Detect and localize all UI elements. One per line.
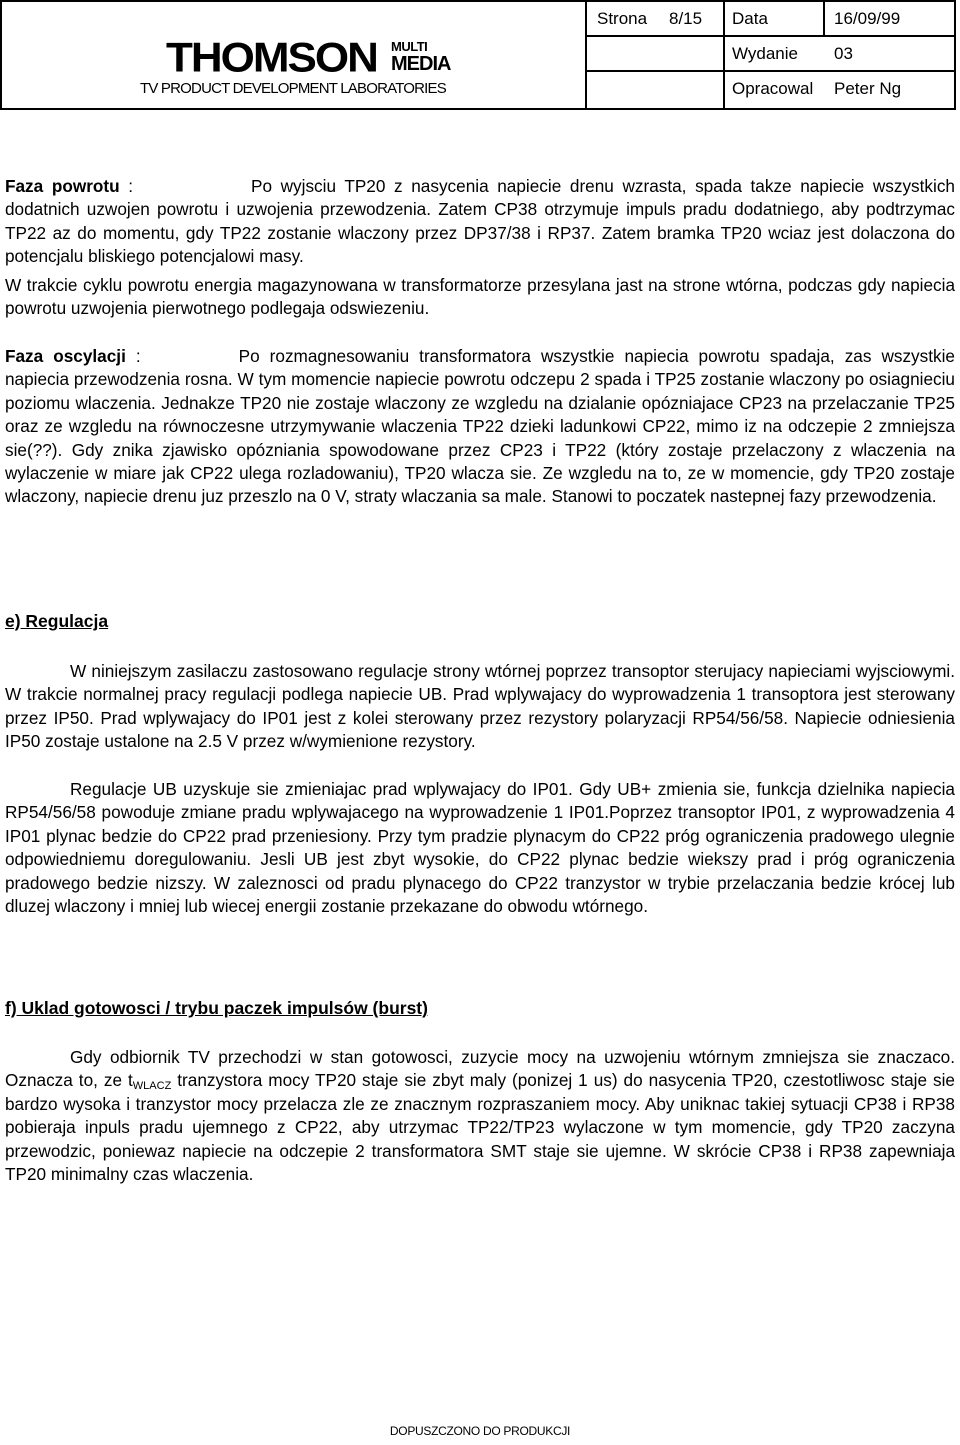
strona-value: 8/15 xyxy=(669,9,703,28)
faza-powrotu-paragraph-2 xyxy=(5,274,955,321)
lab-name: TV PRODUCT DEVELOPMENT LABORATORIES xyxy=(140,80,446,97)
meta-row-strona xyxy=(587,2,956,37)
faza-powrotu-text-2: W trakcie cyklu powrotu energia magazynowana w transformatorze przesylana jast na strone wtórna, podczas gdy napiecia powrotu uzwojenia pierwotnego podlegaja odswiezeniu. xyxy=(5,275,955,319)
burst-heading: f) Uklad gotowosci / trybu paczek impulsów (burst) xyxy=(5,998,428,1018)
faza-powrotu-text: Po wyjsciu TP20 z nasycenia napiecie drenu wzrasta, spada takze napiecie wszystkich dodatnich uzwojen powrotu i uzwojenia przewodzenia. Zatem CP38 otrzymuje impuls pradu dodatniego, aby podtrzymac TP22 az do momentu, gdy TP22 zostanie wlaczony przez DP37/38 i RP37. Zatem bramka TP20 wciaz jest dolaczona do potencjalu bliskiego potencjalowi masy. xyxy=(5,176,955,267)
logo-multi-text: MULTI xyxy=(391,39,428,54)
faza-oscylacji-colon: : xyxy=(125,346,141,366)
approval-footer: DOPUSZCZONO DO PRODUKCJI xyxy=(389,1424,571,1438)
thomson-logo: THOMSON xyxy=(166,34,377,81)
meta-row-wydanie xyxy=(587,37,956,72)
wydanie-value: 03 xyxy=(834,44,853,63)
header-meta xyxy=(587,2,956,108)
faza-powrotu-label: Faza powrotu xyxy=(5,176,120,196)
faza-powrotu-paragraph xyxy=(5,175,955,269)
strona-label: Strona xyxy=(597,9,648,28)
faza-oscylacji-paragraph xyxy=(5,345,955,509)
meta-row-opracowal xyxy=(587,72,956,108)
document-header xyxy=(0,0,956,110)
data-value: 16/09/99 xyxy=(834,9,901,28)
regulacja-heading: e) Regulacja xyxy=(5,611,109,631)
regulacja-paragraph-2: Regulacje UB uzyskuje sie zmieniajac prad wplywajacy do IP01. Gdy UB+ zmienia sie, funkcja dzielnika napiecia RP54/56/58 powoduje zmiane pradu wplywajacego na wyprowadzenie 1 IP01.Poprzez transoptor IP01, z wyprowadzenia 4 IP01 plynac bedzie do CP22 prad przeniesiony. Przy tym pradzie plynacym do CP22 próg ograniczenia pradowego ulegnie odpowiedniemu doregulowaniu. Jesli UB jest zbyt wysokie, do CP22 plynac bedzie wiekszy prad i próg ograniczenia pradowego bedzie nizszy. W zaleznosci od pradu plynacego do CP22 tranzystor w trybie przelaczania bedzie krócej lub dluzej wlaczony i mniej lub wiecej energii zostanie przekazane do obwodu wtórnego. xyxy=(5,779,955,917)
opracowal-label: Opracowal xyxy=(732,79,814,98)
t-wlacz-subscript: WLACZ xyxy=(132,1080,172,1093)
logo-cell xyxy=(2,2,587,108)
wydanie-label: Wydanie xyxy=(732,44,798,63)
opracowal-value: Peter Ng xyxy=(834,79,902,98)
logo-media-text: MEDIA xyxy=(391,53,451,75)
burst-paragraph: Gdy odbiornik TV przechodzi w stan gotowosci, zuzycie mocy na uzwojeniu wtórnym zmniejsza sie znaczaco. Oznacza to, ze $t_{WLACZ}$ tranzystora mocy TP20 staje sie zbyt maly (ponizej 1 us) do nasycenia TP20, czestotliwosc staje sie bardzo wysoka i tranzystor mocy przelacza zle ze znacznym rozpraszaniem mocy. Aby uniknac takiej sytuacji CP38 i RP38 pobieraja inpuls pradu ujemnego z CP22, aby utrzymac TP22/TP23 wylaczone w tym momencie, gdy TP20 zaczyna przewodzic, poniewaz napiecie na odczepie 2 transformatora SMT staje sie ujemne. W skrócie CP38 i RP38 zapewniaja TP20 minimalny czas wlaczenia. xyxy=(5,1047,955,1185)
faza-powrotu-colon: : xyxy=(119,176,133,196)
regulacja-paragraph-1: W niniejszym zasilaczu zastosowano regulacje strony wtórnej poprzez transoptor sterujacy napieciami wyjsciowymi. W trakcie normalnej pracy regulacji podlega napiecie UB. Prad wplywajacy do wyprowadzenia 1 transoptora jest sterowany przez IP50. Prad wplywajacy do IP01 jest z kolei sterowany przez rezystory polaryzacji RP54/56/58. Napiecie odniesienia IP50 zostaje ustalone na 2.5 V przez w/wymienione rezystory. xyxy=(5,661,955,752)
faza-oscylacji-label: Faza oscylacji xyxy=(5,346,126,366)
faza-oscylacji-text: Po rozmagnesowaniu transformatora wszystkie napiecia powrotu spadaja, zas wszystkie napiecia przewodzenia rosna. W tym momencie napiecie powrotu odczepu 2 spada i TP25 zostanie wlaczony po osiagnieciu poziomu wlaczenia. Jednakze TP20 nie zostaje wlaczony ze wzgledu na dzialanie opózniajace CP23 na przelaczanie TP25 oraz ze wzgledu na równoczesne utrzymywanie wlaczenia TP22 dzieki ladunkowi CP22, mimo iz na odczepie 2 zmniejsza sie(??). Gdy znika zjawisko opózniania spowodowane przez CP23 i TP22 (który zostaje przelaczony z wlaczenia na wylaczenie w miare jak CP22 ulega rozladowaniu), TP20 wlacza sie. Ze wzgledu na to, ze w momencie, gdy TP20 zostaje wlaczony, napiecie drenu juz przeszlo na 0 V, straty wlaczania sa male. Stanowi to poczatek nastepnej fazy przewodzenia. xyxy=(5,346,955,507)
data-label: Data xyxy=(732,9,768,28)
